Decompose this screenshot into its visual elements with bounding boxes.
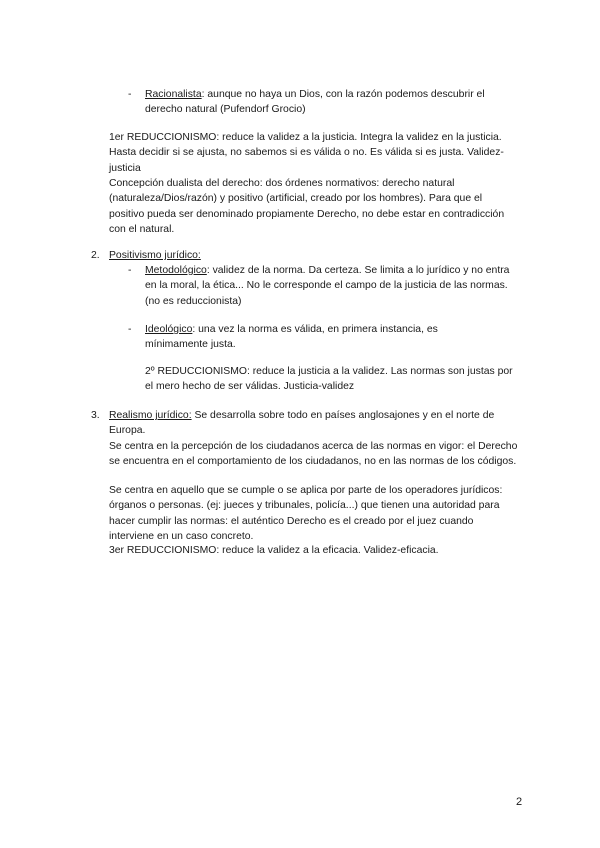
positivismo-title: Positivismo jurídico: — [109, 250, 201, 261]
primer-reduccionismo-paragraph: 1er REDUCCIONISMO: reduce la validez a la justicia. Integra la validez en la justicia. Hasta decidir si se ajusta, no sabemos si es válida o no. Es válida si es justa. Validez-justicia — [109, 132, 504, 174]
ideologico-label: Ideológico — [145, 324, 193, 335]
section-2-number: 2. — [91, 250, 100, 261]
ideologico-text: : una vez la norma es válida, en primera instancia, es mínimamente justa. — [145, 324, 438, 351]
tercer-reduccionismo-paragraph: 3er REDUCCIONISMO: reduce la validez a la eficacia. Validez-eficacia. — [109, 545, 439, 556]
realismo-percepcion-paragraph: Se centra en la percepción de los ciudadanos acerca de las normas en vigor: el Derecho se encuentra en el comportamiento de los ciudadanos, no en las normas de los códigos. — [109, 441, 518, 468]
bullet-dash: - — [128, 265, 132, 276]
racionalista-text: : aunque no haya un Dios, con la razón podemos descubrir el derecho natural (Pufendorf Grocio) — [145, 89, 485, 116]
page-number: 2 — [516, 796, 523, 808]
bullet-dash: - — [128, 89, 132, 100]
section-2-title — [109, 248, 201, 263]
bullet-dash: - — [128, 324, 132, 335]
realismo-intro-text: Se desarrolla sobre todo en países anglosajones y en el norte de Europa. — [109, 410, 495, 437]
metodologico-text: : validez de la norma. Da certeza. Se limita a lo jurídico y no entra en la moral, la ética... No le corresponde el campo de la justicia de las normas. (no es reduccionista) — [145, 265, 510, 307]
segundo-reduccionismo-paragraph: 2º REDUCCIONISMO: reduce la justicia a la validez. Las normas son justas por el mero hecho de ser válidas. Justicia-validez — [145, 366, 513, 393]
concepcion-dualista-paragraph: Concepción dualista del derecho: dos órdenes normativos: derecho natural (naturaleza/Dios/razón) y positivo (artificial, creado por los hombres). Para que el positivo pueda ser denominado propiamente Derecho, no debe estar en contradicción con el natural. — [109, 178, 505, 236]
metodologico-label: Metodológico — [145, 265, 207, 276]
ideologico-item — [145, 322, 485, 353]
metodologico-item — [145, 263, 522, 309]
racionalista-item — [145, 87, 520, 118]
realismo-title: Realismo jurídico: — [109, 410, 192, 421]
racionalista-label: Racionalista — [145, 89, 202, 100]
realismo-operadores-paragraph: Se centra en aquello que se cumple o se aplica por parte de los operadores jurídicos: órganos o personas. (ej: jueces y tribunales, policía...) que tienen una autoridad para hacer cumplir las normas: el auténtico Derecho es el creado por el juez cuando interviene en un caso concreto. — [109, 485, 503, 543]
section-3-number: 3. — [91, 410, 100, 421]
section-3-heading — [109, 408, 524, 439]
